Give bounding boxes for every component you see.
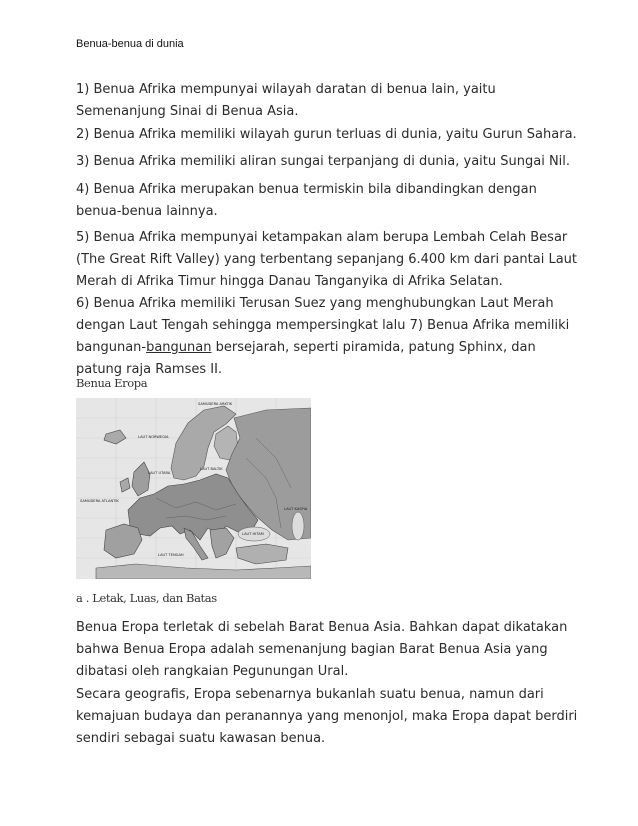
map-label: LAUT NORWEGIA [138, 435, 169, 439]
text-line: 6) Benua Afrika memiliki Terusan Suez yang menghubungkan Laut Merah [76, 296, 554, 311]
map-label: LAUT KASPIA [284, 507, 308, 511]
text-line: Semenanjung Sinai di Benua Asia. [76, 104, 299, 119]
map-label: LAUT UTARA [148, 471, 171, 475]
text-line: 4) Benua Afrika merupakan benua termiskin bila dibandingkan dengan [76, 182, 537, 197]
map-label: LAUT HITAM [242, 532, 264, 536]
text-line: dibatasi oleh rangkaian Pegunungan Ural. [76, 664, 349, 679]
paragraph-africa-5 [76, 227, 576, 293]
map-label: LAUT TENGAH [158, 553, 184, 557]
paragraph-africa-4 [76, 179, 576, 223]
text-line-with-link [76, 337, 576, 359]
europe-map-graphic [76, 398, 311, 579]
text-line: 3) Benua Afrika memiliki aliran sungai terpanjang di dunia, yaitu Sungai Nil. [76, 154, 571, 169]
paragraph-africa-2 [76, 124, 576, 146]
text-line: 1) Benua Afrika mempunyai wilayah daratan di benua lain, yaitu [76, 82, 496, 97]
text-line: (The Great Rift Valley) yang terbentang sepanjang 6.400 km dari pantai Laut [76, 252, 578, 267]
text-line: benua-benua lainnya. [76, 204, 218, 219]
text-line: 2) Benua Afrika memiliki wilayah gurun terluas di dunia, yaitu Gurun Sahara. [76, 127, 577, 142]
bangunan-link[interactable]: bangunan [146, 340, 212, 355]
paragraph-africa-1 [76, 79, 576, 123]
paragraph-eropa-1 [76, 617, 576, 683]
text-fragment: bangunan- [76, 340, 147, 355]
text-line: sendiri sebagai suatu kawasan benua. [76, 731, 326, 746]
subsection-heading-letak: a . Letak, Luas, dan Batas [76, 591, 217, 605]
text-line: patung raja Ramses II. [76, 362, 223, 377]
europe-map-image [76, 398, 311, 579]
page-header: Benua-benua di dunia [76, 38, 184, 50]
map-label: SAMUDERA ATLANTIK [80, 499, 119, 503]
text-line: dengan Laut Tengah sehingga mempersingkat lalu 7) Benua Afrika memiliki [76, 318, 570, 333]
text-fragment: bersejarah, seperti piramida, patung Sphinx, dan [211, 340, 536, 355]
paragraph-africa-6 [76, 293, 576, 381]
section-heading-eropa: Benua Eropa [76, 376, 148, 390]
paragraph-africa-3 [76, 151, 576, 173]
text-line: Merah di Afrika Timur hingga Danau Tanganyika di Afrika Selatan. [76, 274, 503, 289]
text-line: 5) Benua Afrika mempunyai ketampakan alam berupa Lembah Celah Besar [76, 230, 568, 245]
map-label: SAMUDERA ARKTIK [198, 402, 233, 406]
text-line: Secara geografis, Eropa sebenarnya bukanlah suatu benua, namun dari [76, 687, 544, 702]
text-line: Benua Eropa terletak di sebelah Barat Benua Asia. Bahkan dapat dikatakan [76, 620, 568, 635]
paragraph-eropa-2 [76, 684, 576, 750]
map-label: LAUT BALTIK [200, 467, 223, 471]
text-line: bahwa Benua Eropa adalah semenanjung bagian Barat Benua Asia yang [76, 642, 548, 657]
text-line: kemajuan budaya dan peranannya yang menonjol, maka Eropa dapat berdiri [76, 709, 578, 724]
